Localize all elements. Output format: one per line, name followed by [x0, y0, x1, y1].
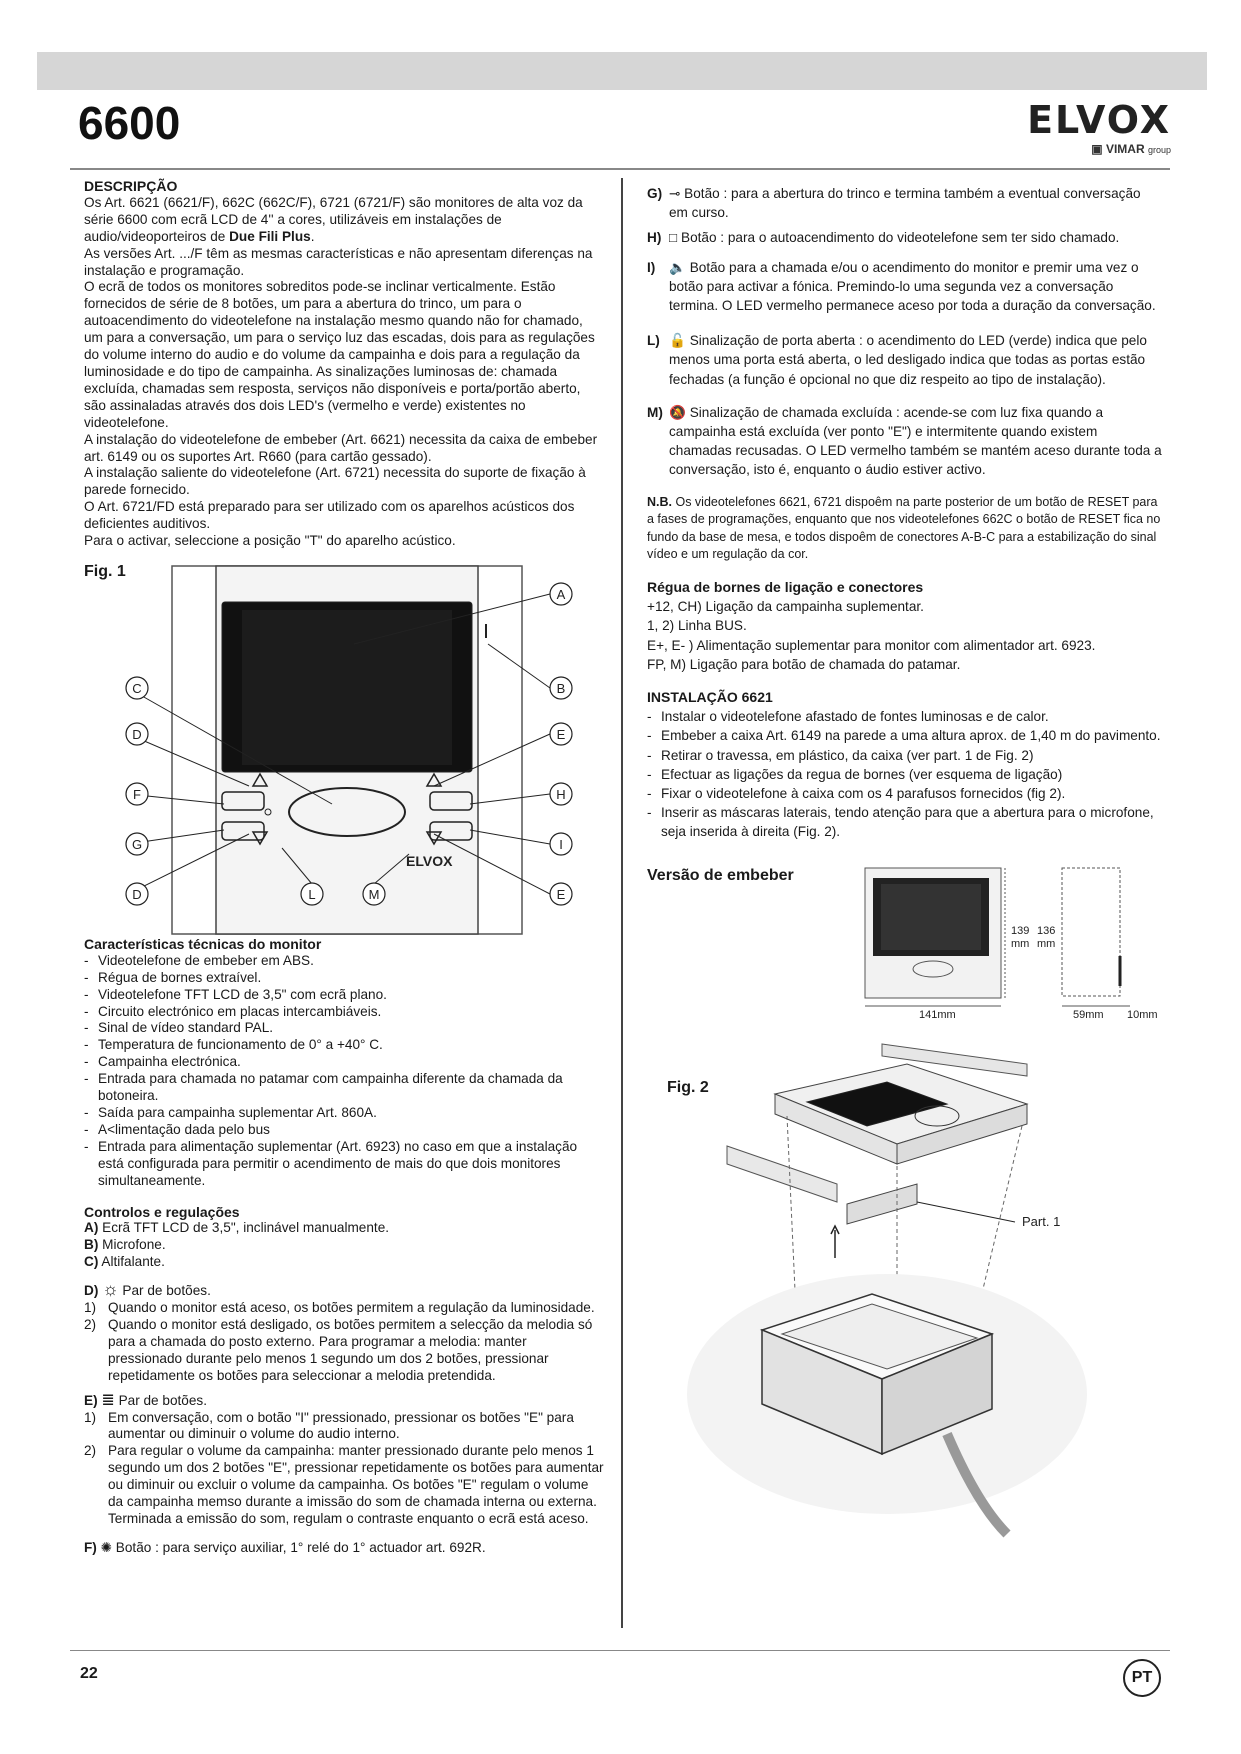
- descricao-title: DESCRIPÇÃO: [84, 178, 178, 194]
- control-c: C) Altifalante.: [84, 1254, 165, 1270]
- sun-icon: ☼: [102, 1279, 119, 1300]
- top-bar: [37, 52, 1207, 90]
- fig1-label-e2: E: [556, 886, 566, 902]
- fig1-label-d: D: [132, 726, 142, 742]
- right-column: [647, 184, 1162, 1554]
- list-item: - Instalar o videotelefone afastado de fontes luminosas e de calor.: [647, 709, 1049, 725]
- control-l: L) 🔓 Sinalização de porta aberta : o acendimento do LED (verde) indica que pelo menos uma porta está aberta, o led desligado indica que todas as portas estão fechadas (a função é opcional no que diz respeito ao tipo de instalação).: [647, 333, 1147, 387]
- fig2-part: Part. 1: [1022, 1213, 1061, 1229]
- control-d: D) ☼ Par de botões.: [84, 1279, 211, 1300]
- footer-rule: [70, 1650, 1170, 1651]
- speaker-icon: 🔈: [669, 259, 686, 275]
- dim-h2-unit: mm: [1037, 937, 1056, 950]
- control-m: M) 🔕 Sinalização de chamada excluída : acende-se com luz fixa quando a campainha está excluída (ver ponto "E") e intermitente quando existem chamadas recusadas. O LED vermelho também se mantém aceso durante toda a conversação, isto é, enquanto o áudio estiver activo.: [647, 404, 1162, 478]
- list-item: - A<limentação dada pelo bus: [84, 1121, 270, 1137]
- descricao-p4: A instalação do videotelefone de embeber (Art. 6621) necessita da caixa de embeber art. 6149 ou os suportes Art. R660 (para cartão gessado).: [84, 431, 598, 464]
- nb-note: N.B. Os videotelefones 6621, 6721 dispoêm na parte posterior de um botão de RESET para a fases de programações, enquanto que nos videotelefones 662C o botão de RESET fica no fundo da base de mesa, e todos dispoêm de conectores A-B-C para a estabilização do sinal vídeo e um regulação da cor.: [647, 494, 1161, 562]
- fig1-logo: ELVOX: [406, 852, 453, 869]
- list-item: - Entrada para alimentação suplementar (Art. 6923) no caso em que a instalação está configurada para permitir o acendimento de mais do que dois monitores simultaneamente.: [84, 1138, 578, 1188]
- light-icon: ✺: [100, 1539, 113, 1555]
- left-column: [84, 178, 604, 1557]
- column-divider: [621, 178, 623, 1628]
- control-f: F) ✺ Botão : para serviço auxiliar, 1° relé do 1° actuador art. 692R.: [84, 1539, 486, 1555]
- regua-row: 1, 2) Linha BUS.: [647, 618, 747, 634]
- brand-name: ELVOX: [1027, 98, 1171, 142]
- descricao-p6: O Art. 6721/FD está preparado para ser utilizado com os aparelhos acústicos dos deficientes auditivos.: [84, 499, 575, 532]
- brand-sub: ▣ VIMAR group: [1091, 142, 1171, 156]
- list-item: - Saída para campainha suplementar Art. 860A.: [84, 1105, 377, 1120]
- square-icon: □: [669, 230, 678, 246]
- regua-row: E+, E- ) Alimentação suplementar para monitor com alimentador art. 6923.: [647, 637, 1096, 653]
- fig1-label-d2: D: [132, 886, 142, 902]
- fig2-title: Fig. 2: [667, 1078, 709, 1096]
- dim-w: 141mm: [919, 1008, 956, 1021]
- key-icon: ⊸: [669, 186, 681, 201]
- control-b: B) Microfone.: [84, 1237, 166, 1253]
- dim-h2: 136: [1037, 924, 1056, 937]
- instalacao-title: INSTALAÇÃO 6621: [647, 689, 773, 706]
- fig1-title: Fig. 1: [84, 562, 126, 580]
- fig1-label-l: L: [308, 886, 316, 902]
- language-badge: PT: [1123, 1659, 1161, 1697]
- list-item: - Inserir as máscaras laterais, tendo atenção para que a abertura para o microfone, seja inserida à direita (Fig. 2).: [647, 805, 1154, 840]
- versao-drawing: [647, 866, 1162, 1026]
- vimar-icon: ▣: [1091, 142, 1103, 156]
- control-a: A) Ecrã TFT LCD de 3,5", inclinável manualmente.: [84, 1220, 390, 1236]
- descricao-p2: As versões Art. .../F têm as mesmas características e não apresentam diferenças na instalação e programação.: [84, 245, 593, 278]
- fig2-drawing: [647, 1034, 1162, 1554]
- descricao-p5: A instalação saliente do videotelefone (Art. 6721) necessita do suporte de fixação à parede fornecido.: [84, 465, 586, 498]
- fig1: [84, 564, 604, 936]
- list-item: - Retirar o travessa, em plástico, da caixa (ver part. 1 de Fig. 2): [647, 747, 1034, 763]
- header-rule: [70, 168, 1170, 170]
- regua-title: Régua de bornes de ligação e conectores: [647, 579, 924, 596]
- fig1-label-c: C: [132, 680, 142, 696]
- control-i: I) 🔈 Botão para a chamada e/ou o acendimento do monitor e premir uma vez o botão para activar a fónica. Premindo-lo uma segunda vez a conversação termina. O LED vermelho permanece aceso por toda a duração da conversação.: [647, 259, 1156, 314]
- regua-row: FP, M) Ligação para botão de chamada do patamar.: [647, 656, 961, 672]
- descricao-p7: Para o activar, seleccione a posição "T" do aparelho acústico.: [84, 533, 456, 549]
- dim-d2: 10mm: [1127, 1008, 1158, 1021]
- dim-h1-unit: mm: [1011, 937, 1030, 950]
- list-item: - Campainha electrónica.: [84, 1054, 241, 1070]
- list-item: 2) Para regular o volume da campainha: manter pressionado durante pelo menos 1 segundo um dos 2 botões "E", pressionar repetidamente os botões para aumentar ou diminuir ou excluir o volume da campainha. Os botões "E" regulam o volume da campainha memso durante a imissão do som de chamada interna ou externa. Terminada a emissão do som, regulam o contraste enquanto o ecrã está aceso.: [84, 1443, 604, 1526]
- list-item: - Temperatura de funcionamento de 0° a +40° C.: [84, 1037, 383, 1053]
- control-h: H) □ Botão : para o autoacendimento do videotelefone sem ter sido chamado.: [647, 230, 1120, 246]
- versao-section: [647, 866, 1162, 1026]
- fig1-label-g: G: [131, 836, 143, 852]
- fig1-label-a: A: [556, 586, 566, 602]
- fig1-label-i: I: [559, 836, 563, 852]
- list-item: - Fixar o videotelefone à caixa com os 4 parafusos fornecidos (fig 2).: [647, 786, 1066, 802]
- caracteristicas-title: Características técnicas do monitor: [84, 935, 322, 952]
- list-item: - Videotelefone TFT LCD de 3,5" com ecrã plano.: [84, 986, 387, 1002]
- dim-h1: 139: [1011, 924, 1030, 937]
- list-item: 1) Quando o monitor está aceso, os botões permitem a regulação da luminosidade.: [84, 1300, 595, 1316]
- fig1-label-f: F: [133, 786, 141, 802]
- control-e: E) ≣ Par de botões.: [84, 1391, 207, 1409]
- volume-icon: ≣: [101, 1391, 115, 1409]
- descricao-p3: O ecrã de todos os monitores sobreditos pode-se inclinar verticalmente. Estão fornecidos de série de 8 botões, um para a abertura do trinco, um para o autoacendimento do videotelefone na instalação mesmo quando não for chamado, um para a conversação, um para o serviço luz das escadas, dois para as regulações do volume interno do audio e do volume da campainha e dois para a regulação da luminosidade e do tipo de campainha. As sinalizações luminosas de: chamada excluída, chamadas sem resposta, serviços não disponíveis e porta/portão aberto, são assinaladas através dos dois LED's (vermelho e verde) existentes no videotelefone.: [84, 279, 595, 430]
- brand-logo: [1021, 100, 1171, 162]
- control-g: G) ⊸ Botão : para a abertura do trinco e termina também a eventual conversação em curso.: [647, 186, 1141, 221]
- page-number: 22: [80, 1665, 98, 1682]
- list-item: 2) Quando o monitor está desligado, os botões permitem a selecção da melodia só para a chamada do posto externo. Para programar a melodia: manter pressionado durante pelo menos 1 segundo um dos 2 botões, pressionar repetidamente os botões para seleccionar a melodia pretendida.: [84, 1316, 593, 1383]
- fig2: [647, 1034, 1162, 1554]
- fig1-label-m: M: [368, 886, 380, 902]
- list-item: - Régua de bornes extraível.: [84, 969, 262, 985]
- fig1-label-b: B: [556, 680, 566, 696]
- lock-open-icon: 🔓: [669, 333, 686, 349]
- list-item: 1) Em conversação, com o botão "I" pressionado, pressionar os botões "E" para aumentar ou diminuir o volume do audio interno.: [84, 1409, 574, 1442]
- list-item: - Sinal de vídeo standard PAL.: [84, 1020, 274, 1036]
- list-item: - Circuito electrónico em placas intercambiáveis.: [84, 1003, 382, 1019]
- versao-title: Versão de embeber: [647, 866, 794, 884]
- fig1-label-e: E: [556, 726, 566, 742]
- fig1-drawing: [84, 564, 604, 936]
- model-title: 6600: [78, 97, 181, 149]
- list-item: - Entrada para chamada no patamar com campainha diferente da chamada da botoneira.: [84, 1071, 563, 1104]
- controlos-title: Controlos e regulações: [84, 1203, 240, 1220]
- descricao-p1: Os Art. 6621 (6621/F), 662C (662C/F), 6721 (6721/F) são monitores de alta voz da série 6600 com ecrã LCD de 4'' a cores, utilizáveis em instalações de audio/videoporteiros de Due Fili Plus.: [84, 194, 583, 244]
- regua-row: +12, CH) Ligação da campainha suplementar.: [647, 599, 924, 615]
- list-item: - Embeber a caixa Art. 6149 na parede a uma altura aprox. de 1,40 m do pavimento.: [647, 728, 1161, 744]
- dim-d1: 59mm: [1073, 1008, 1104, 1021]
- bell-off-icon: 🔕: [669, 404, 686, 420]
- list-item: - Efectuar as ligações da regua de bornes (ver esquema de ligação): [647, 766, 1063, 782]
- list-item: - Videotelefone de embeber em ABS.: [84, 952, 314, 968]
- fig1-label-h: H: [556, 786, 566, 802]
